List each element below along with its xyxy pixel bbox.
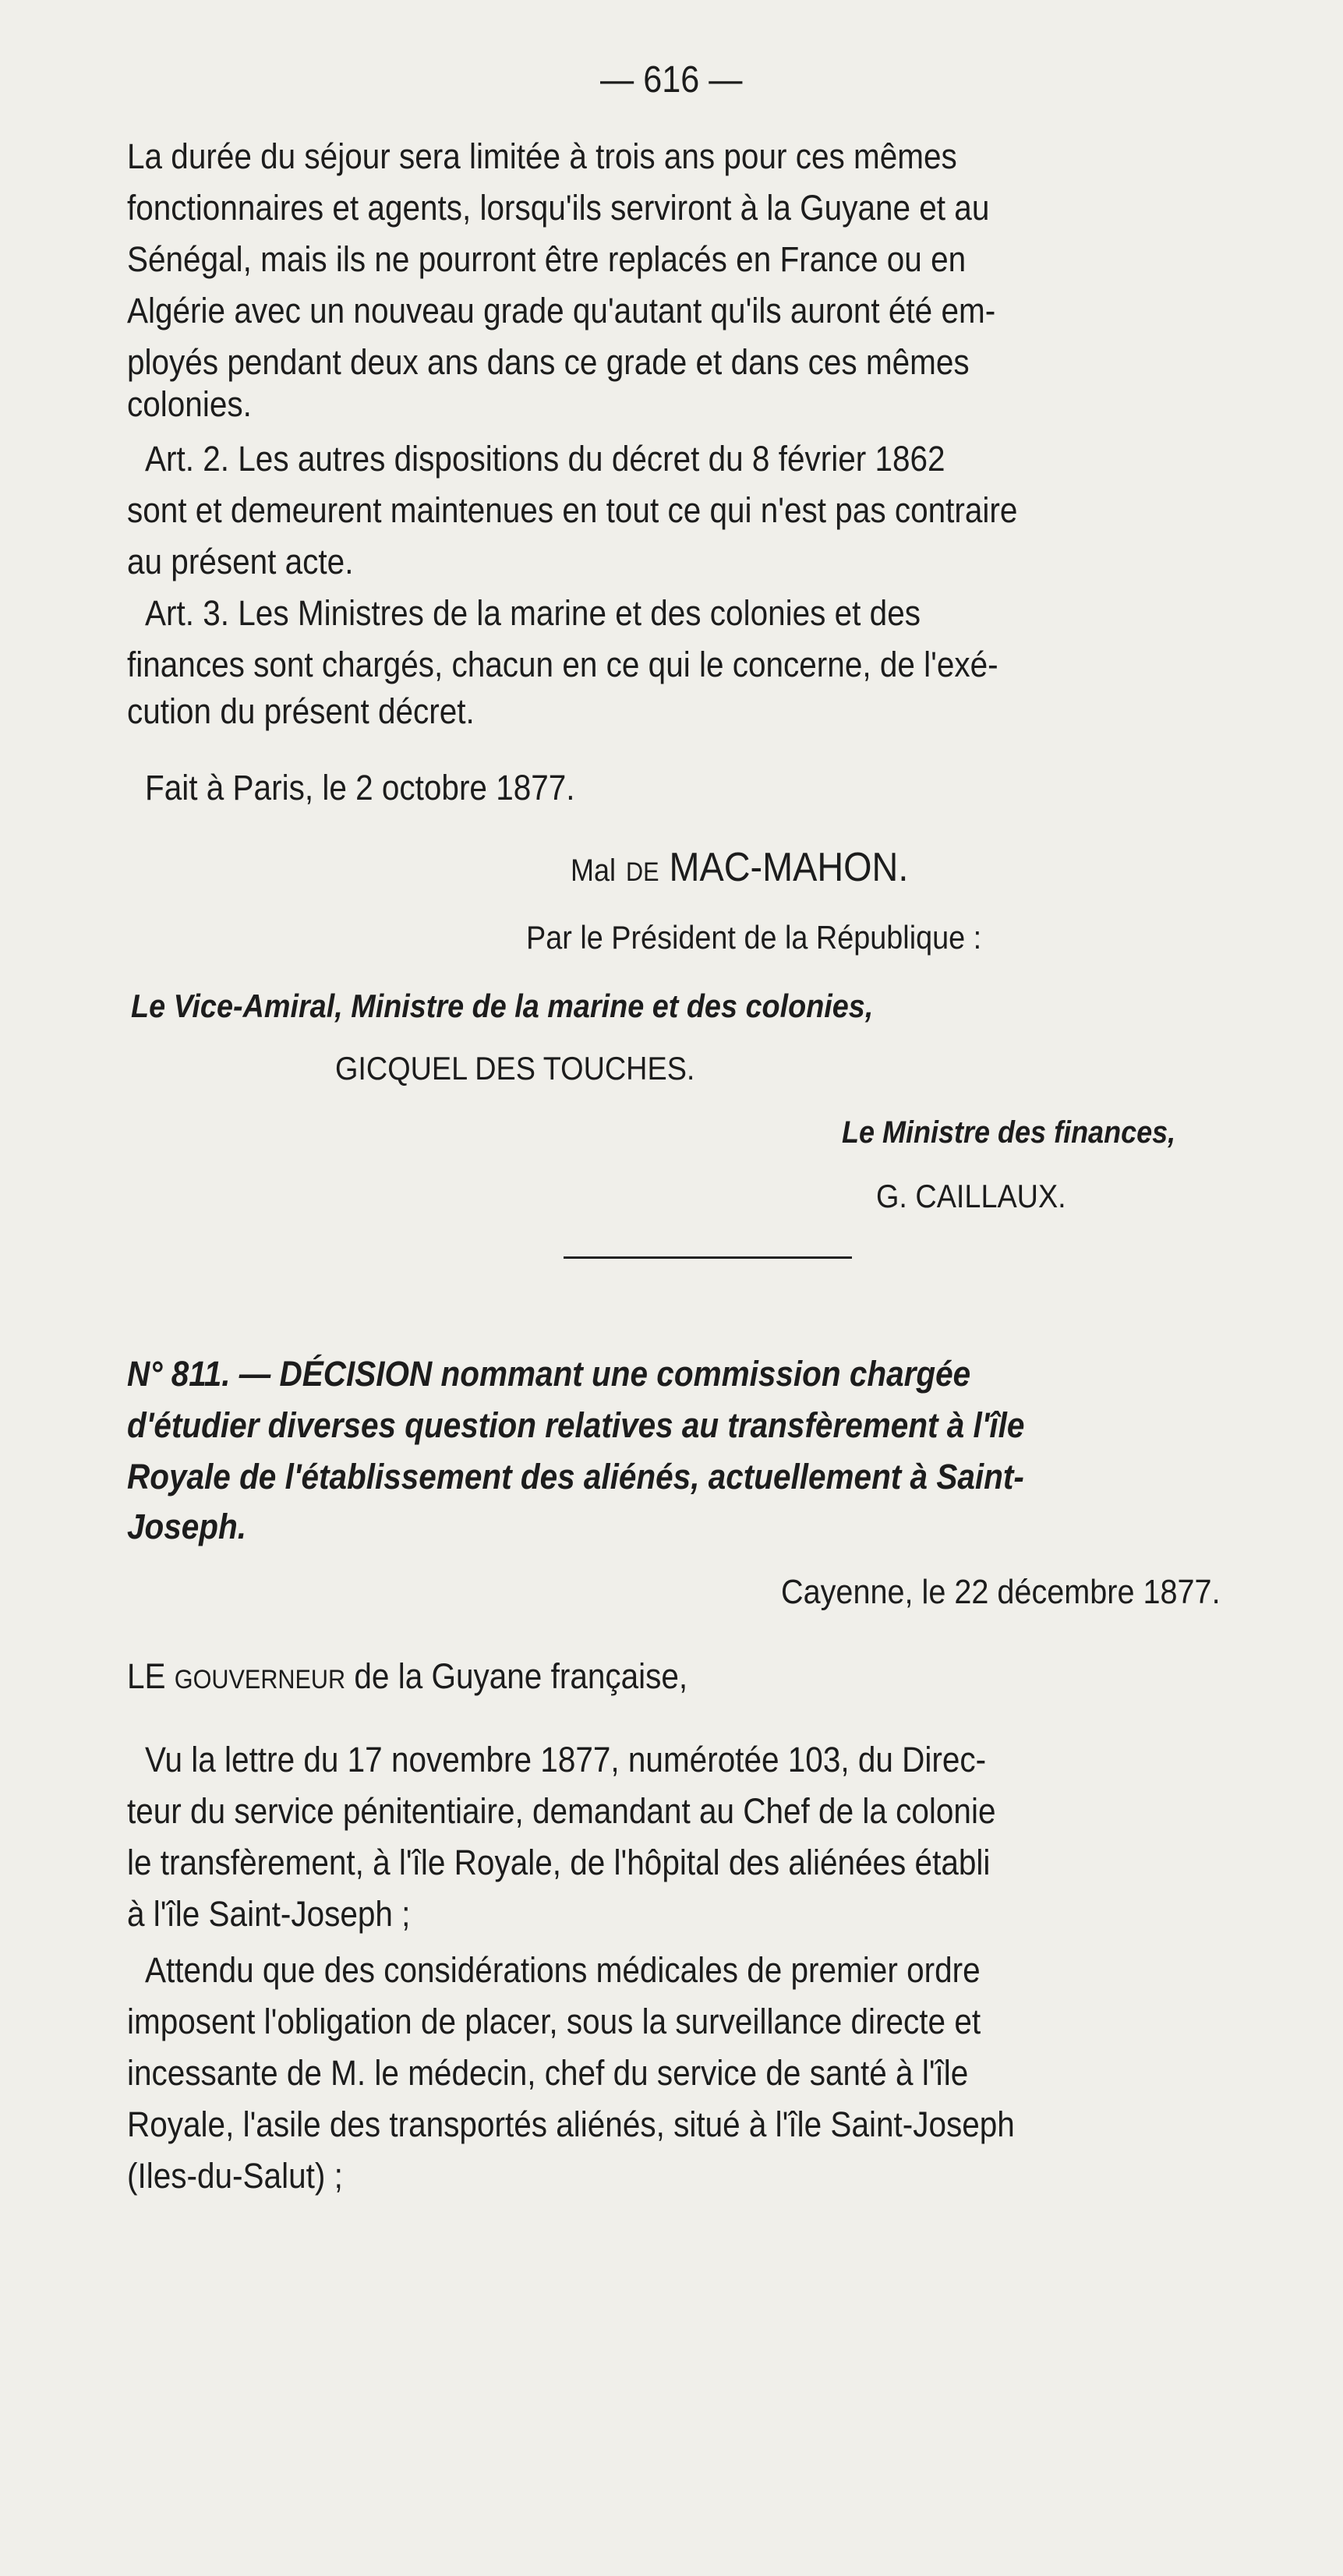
president-signature <box>571 842 908 898</box>
decision-heading-line: Royale de l'établissement des aliénés, actuellement à Saint- <box>127 1457 1024 1496</box>
governor-title: GOUVERNEUR <box>174 1665 346 1694</box>
text-line: La durée du séjour sera limitée à trois ans pour ces mêmes <box>127 136 957 176</box>
text-line: fonctionnaires et agents, lorsqu'ils serviront à la Guyane et au <box>127 188 990 228</box>
page-number: — 616 — <box>600 59 743 101</box>
text-line: finances sont chargés, chacun en ce qui le concerne, de l'exé- <box>127 645 998 684</box>
president-particle: DE <box>626 857 659 887</box>
body-line: Attendu que des considérations médicales de premier ordre <box>145 1950 981 1990</box>
body-line: (Iles-du-Salut) ; <box>127 2156 343 2196</box>
minister-finance-title: Le Ministre des finances, <box>842 1115 1176 1150</box>
governor-le: LE <box>127 1656 166 1696</box>
text-line: Algérie avec un nouveau grade qu'autant qu'ils auront été em- <box>127 291 996 330</box>
governor-rest: de la Guyane française, <box>354 1656 688 1696</box>
body-line: imposent l'obligation de placer, sous la surveillance directe et <box>127 2002 981 2041</box>
governor-line <box>127 1651 687 1705</box>
body-line: à l'île Saint-Joseph ; <box>127 1894 411 1934</box>
text-line: au présent acte. <box>127 542 354 581</box>
text-line: Sénégal, mais ils ne pourront être replacés en France ou en <box>127 239 967 279</box>
body-line: Royale, l'asile des transportés aliénés, situé à l'île Saint-Joseph <box>127 2104 1015 2144</box>
place-date: Cayenne, le 22 décembre 1877. <box>781 1573 1221 1611</box>
president-name: MAC-MAHON. <box>669 845 909 890</box>
decision-heading-line: N° 811. — DÉCISION nommant une commission chargée <box>127 1354 971 1394</box>
president-abbrev: Mal <box>571 853 617 888</box>
body-line: Vu la lettre du 17 novembre 1877, numérotée 103, du Direc- <box>145 1740 987 1779</box>
text-line: colonies. <box>127 384 252 424</box>
decision-heading-line: Joseph. <box>127 1507 247 1546</box>
by-president: Par le Président de la République : <box>526 919 982 956</box>
text-line: Art. 2. Les autres dispositions du décret du 8 février 1862 <box>145 439 945 479</box>
text-line: Art. 3. Les Ministres de la marine et des colonies et des <box>145 593 921 633</box>
text-line: cution du présent décret. <box>127 691 475 731</box>
text-line: ployés pendant deux ans dans ce grade et dans ces mêmes <box>127 342 970 382</box>
decision-heading-line: d'étudier diverses question relatives au transfèrement à l'île <box>127 1405 1025 1445</box>
body-line: incessante de M. le médecin, chef du service de santé à l'île <box>127 2053 969 2093</box>
body-line: teur du service pénitentiaire, demandant au Chef de la colonie <box>127 1791 996 1831</box>
minister-finance-name: G. CAILLAUX. <box>876 1178 1066 1214</box>
minister-marine-title: Le Vice-Amiral, Ministre de la marine et des colonies, <box>131 988 874 1024</box>
minister-marine-name: GICQUEL DES TOUCHES. <box>335 1050 695 1087</box>
text-line: Fait à Paris, le 2 octobre 1877. <box>145 768 575 807</box>
body-line: le transfèrement, à l'île Royale, de l'hôpital des aliénées établi <box>127 1843 991 1882</box>
separator-rule <box>564 1256 852 1259</box>
text-line: sont et demeurent maintenues en tout ce qui n'est pas contraire <box>127 490 1018 530</box>
